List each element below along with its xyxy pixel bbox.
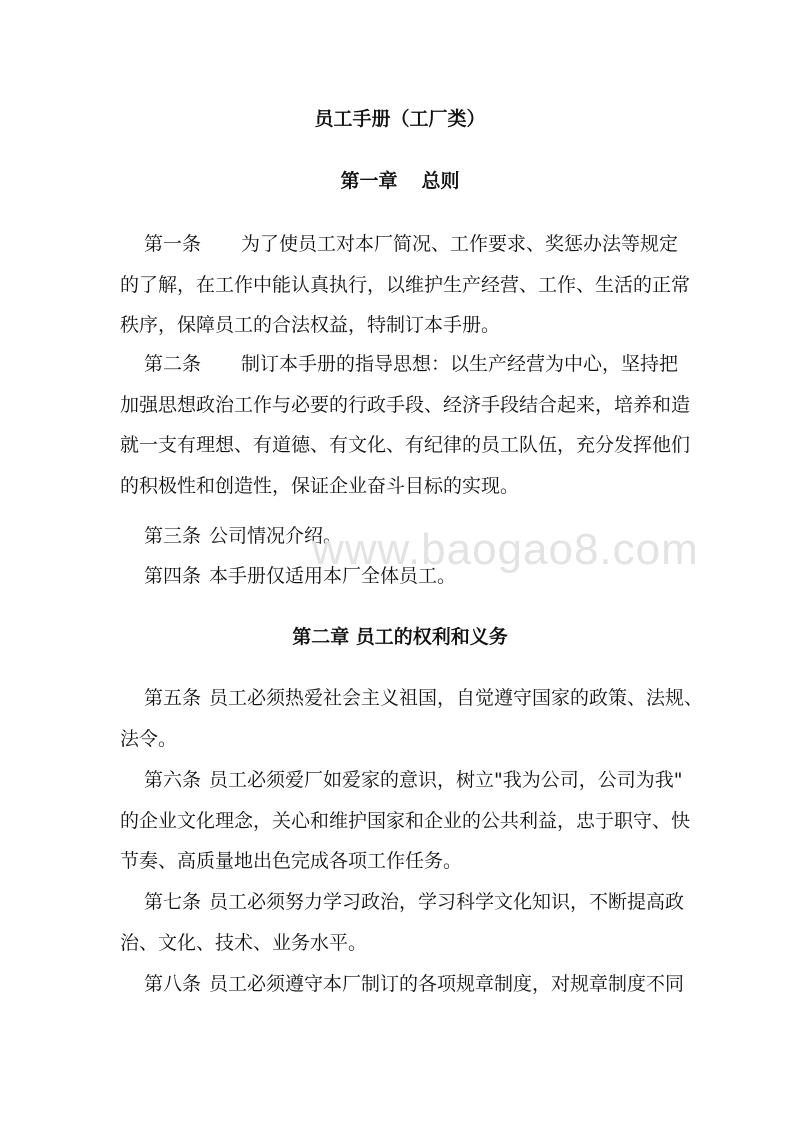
watermark: www.baogao8.com [312, 525, 699, 574]
article-5-line-1: 员工必须热爱社会主义祖国，自觉遵守国家的政策、法规、 [209, 687, 704, 709]
article-7 [120, 882, 690, 963]
article-1-line-3: 秩序，保障员工的合法权益，特制订本手册。 [120, 314, 501, 336]
article-6-label: 第六条 [144, 769, 202, 791]
article-1-line-2: 的了解，在工作中能认真执行，以维护生产经营、工作、生活的正常 [120, 273, 691, 296]
article-2 [120, 344, 690, 506]
article-8 [120, 964, 690, 1005]
article-4-label: 第四条 [144, 565, 202, 587]
article-4 [120, 556, 690, 597]
article-4-text: 本手册仅适用本厂全体员工。 [209, 565, 457, 587]
document-title: 员工手册（工厂类） [314, 108, 486, 130]
article-6-line-1: 员工必须爱厂如爱家的意识，树立"我为公司，公司为我" [209, 769, 683, 791]
article-3 [120, 516, 690, 557]
article-7-line-1: 员工必须努力学习政治，学习科学文化知识，不断提高政 [209, 891, 685, 913]
article-1-line-1: 为了使员工对本厂简况、工作要求、奖惩办法等规定 [241, 233, 679, 255]
chapter-1-name: 总则 [421, 170, 460, 192]
article-6-line-3: 节奏、高质量地出色完成各项工作任务。 [120, 850, 463, 872]
article-5 [120, 678, 704, 759]
article-2-line-1: 制订本手册的指导思想：以生产经营为中心，坚持把 [241, 353, 679, 375]
article-2-line-4: 的积极性和创造性，保证企业奋斗目标的实现。 [120, 474, 520, 497]
article-2-label: 第二条 [144, 353, 202, 375]
article-1 [120, 224, 690, 346]
article-2-line-3: 就一支有理想、有道德、有文化、有纪律的员工队伍，充分发挥他们 [120, 434, 691, 456]
article-5-line-2: 法令。 [120, 727, 178, 750]
article-8-label: 第八条 [144, 973, 202, 995]
chapter-1-label: 第一章 [340, 170, 398, 192]
chapter-2-heading: 第二章 员工的权利和义务 [292, 626, 508, 648]
article-7-label: 第七条 [144, 891, 202, 913]
article-5-label: 第五条 [144, 687, 202, 709]
article-6 [120, 760, 690, 882]
article-1-label: 第一条 [144, 233, 202, 255]
chapter-1-heading [0, 168, 800, 194]
article-2-line-2: 加强思想政治工作与必要的行政手段、经济手段结合起来，培养和造 [120, 393, 691, 416]
article-7-line-2: 治、文化、技术、业务水平。 [120, 931, 368, 954]
article-6-line-2: 的企业文化理念，关心和维护国家和企业的公共利益，忠于职守、快 [120, 809, 691, 832]
article-8-line-1: 员工必须遵守本厂制订的各项规章制度，对规章制度不同 [209, 973, 685, 995]
article-3-text: 公司情况介绍。 [209, 525, 343, 547]
article-3-label: 第三条 [144, 525, 202, 547]
